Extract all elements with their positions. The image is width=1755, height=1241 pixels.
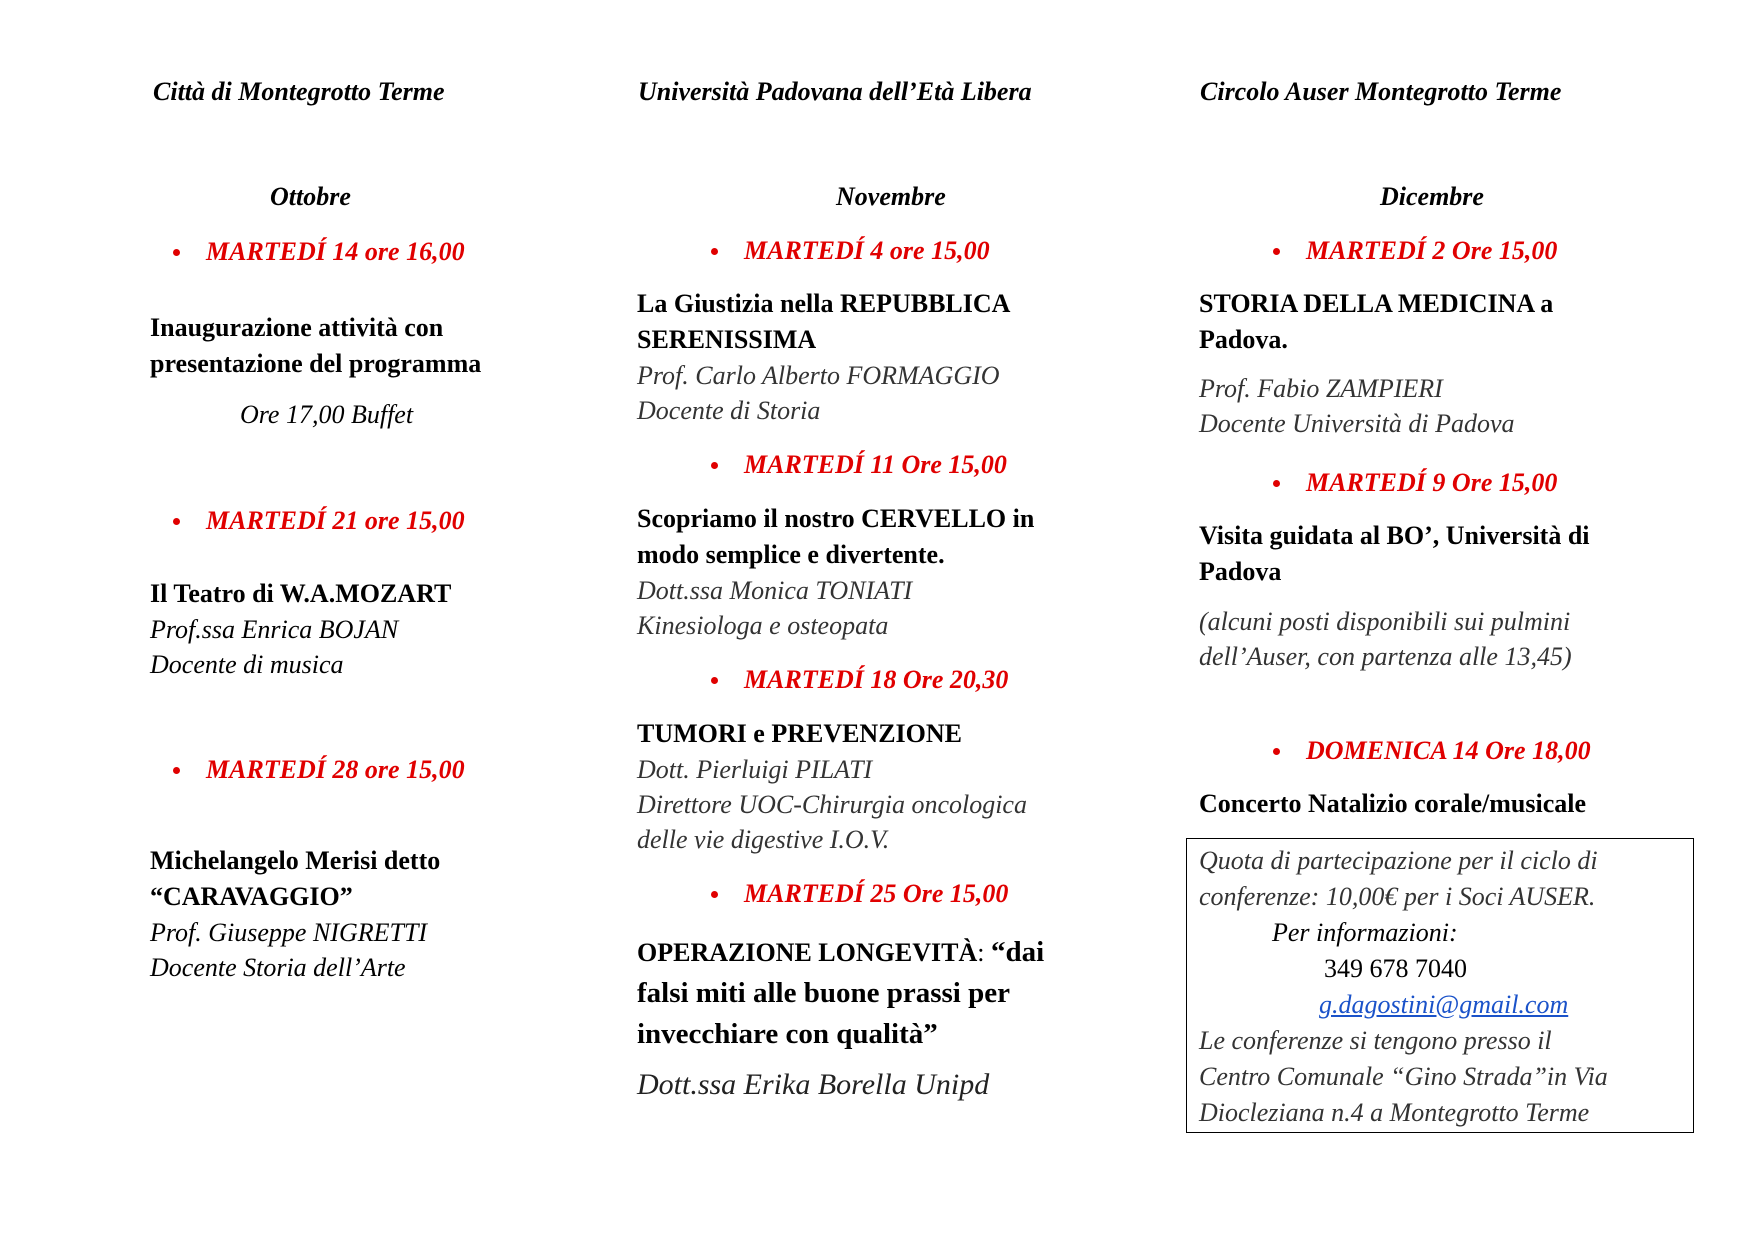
month-novembre: Novembre: [836, 182, 946, 211]
event-speaker: Prof. Giuseppe NIGRETTI: [150, 918, 428, 947]
event-title-line: “CARAVAGGIO”: [150, 882, 353, 911]
bullet-icon: [173, 767, 180, 774]
date-text: MARTEDÍ 25 Ore 15,00: [744, 879, 1009, 908]
date-text: MARTEDÍ 4 ore 15,00: [744, 236, 990, 265]
date-text: DOMENICA 14 Ore 18,00: [1306, 736, 1591, 765]
event-speaker-role: Docente Università di Padova: [1199, 409, 1515, 438]
event-title-line: Padova.: [1199, 325, 1288, 354]
event-title-line: presentazione del programma: [150, 349, 482, 378]
info-box: [1186, 838, 1694, 1133]
date-text: MARTEDÍ 21 ore 15,00: [206, 506, 465, 535]
contact-email-link[interactable]: g.dagostini@gmail.com: [1319, 990, 1569, 1019]
event-title-line: falsi miti alle buone prassi per: [637, 977, 1010, 1009]
event-title-line: Scopriamo il nostro CERVELLO in: [637, 504, 1035, 533]
event-details: [150, 576, 451, 682]
event-title: Concerto Natalizio corale/musicale: [1199, 789, 1586, 818]
date-text: MARTEDÍ 14 ore 16,00: [206, 237, 465, 266]
info-line: Per informazioni:: [1272, 918, 1458, 947]
event-details: [637, 286, 1010, 428]
event-date: [711, 236, 990, 266]
event-speaker-role: Docente di musica: [150, 650, 344, 679]
event-title-line: [637, 932, 1044, 973]
event-speaker-role: Kinesiologa e osteopata: [637, 611, 889, 640]
title-part: “dai: [990, 936, 1045, 968]
event-speaker: Prof.ssa Enrica BOJAN: [150, 615, 399, 644]
event-title-line: Michelangelo Merisi detto: [150, 846, 441, 875]
event-date: [1273, 736, 1591, 766]
event-details: [637, 716, 1027, 857]
header-city: Città di Montegrotto Terme: [153, 77, 445, 106]
title-part: :: [977, 938, 991, 967]
date-text: MARTEDÍ 2 Ore 15,00: [1306, 236, 1558, 265]
date-text: MARTEDÍ 9 Ore 15,00: [1306, 468, 1558, 497]
info-line: Centro Comunale “Gino Strada”in Via: [1199, 1062, 1608, 1091]
event-title: Il Teatro di W.A.MOZART: [150, 579, 452, 608]
bullet-icon: [173, 518, 180, 525]
event-details: [150, 843, 440, 985]
bullet-icon: [173, 249, 180, 256]
bullet-icon: [711, 891, 718, 898]
event-speaker: Dott.ssa Monica TONIATI: [637, 576, 913, 605]
bullet-icon: [1273, 480, 1280, 487]
info-line: Diocleziana n.4 a Montegrotto Terme: [1199, 1098, 1590, 1127]
event-date: [711, 665, 1008, 695]
event-details: [1199, 286, 1553, 441]
info-line: conferenze: 10,00€ per i Soci AUSER.: [1199, 882, 1596, 911]
event-date: [711, 879, 1008, 909]
event-speaker: Prof. Fabio ZAMPIERI: [1199, 374, 1443, 403]
event-title-line: Padova: [1199, 557, 1282, 586]
event-note: Ore 17,00 Buffet: [240, 400, 414, 429]
event-title-line: Visita guidata al BO’, Università di: [1199, 521, 1590, 550]
event-details: [637, 501, 1034, 643]
bullet-icon: [711, 462, 718, 469]
month-ottobre: Ottobre: [270, 182, 351, 211]
event-speaker-role: delle vie digestive I.O.V.: [637, 825, 890, 854]
event-date: [1273, 468, 1557, 498]
date-text: MARTEDÍ 28 ore 15,00: [206, 755, 465, 784]
header-auser: Circolo Auser Montegrotto Terme: [1200, 77, 1562, 106]
event-title: [150, 310, 481, 382]
contact-phone: 349 678 7040: [1324, 954, 1467, 983]
event-title-line: STORIA DELLA MEDICINA a: [1199, 289, 1554, 318]
date-text: MARTEDÍ 18 Ore 20,30: [744, 665, 1009, 694]
event-date: [1273, 236, 1557, 266]
event-details: [637, 932, 1044, 1103]
event-speaker: Dott.ssa Erika Borella Unipd: [637, 1068, 990, 1101]
event-note: dell’Auser, con partenza alle 13,45): [1199, 642, 1572, 671]
event-speaker: Prof. Carlo Alberto FORMAGGIO: [637, 361, 1000, 390]
event-date: [173, 237, 465, 267]
header-university: Università Padovana dell’Età Libera: [638, 77, 1032, 106]
event-title-line: Inaugurazione attività con: [150, 313, 444, 342]
event-date: [173, 755, 465, 785]
event-speaker: Dott. Pierluigi PILATI: [637, 755, 873, 784]
event-title-line: modo semplice e divertente.: [637, 540, 945, 569]
event-title-line: La Giustizia nella REPUBBLICA: [637, 289, 1011, 318]
contact-email-row: [1199, 987, 1693, 1023]
event-speaker-role: Docente Storia dell’Arte: [150, 953, 406, 982]
date-text: MARTEDÍ 11 Ore 15,00: [744, 450, 1007, 479]
bullet-icon: [711, 248, 718, 255]
event-title: TUMORI e PREVENZIONE: [637, 719, 963, 748]
event-date: [711, 450, 1007, 480]
title-part: OPERAZIONE LONGEVITÀ: [637, 938, 978, 967]
month-dicembre: Dicembre: [1380, 182, 1484, 211]
bullet-icon: [711, 677, 718, 684]
bullet-icon: [1273, 748, 1280, 755]
info-line: Le conferenze si tengono presso il: [1199, 1026, 1552, 1055]
event-speaker-role: Direttore UOC-Chirurgia oncologica: [637, 790, 1027, 819]
event-date: [173, 506, 465, 536]
event-speaker-role: Docente di Storia: [637, 396, 821, 425]
event-note: (alcuni posti disponibili sui pulmini: [1199, 607, 1571, 636]
event-details: [1199, 518, 1590, 674]
event-title-line: invecchiare con qualità”: [637, 1018, 938, 1050]
event-title-line: SERENISSIMA: [637, 325, 817, 354]
info-line: Quota di partecipazione per il ciclo di: [1199, 846, 1598, 875]
bullet-icon: [1273, 248, 1280, 255]
